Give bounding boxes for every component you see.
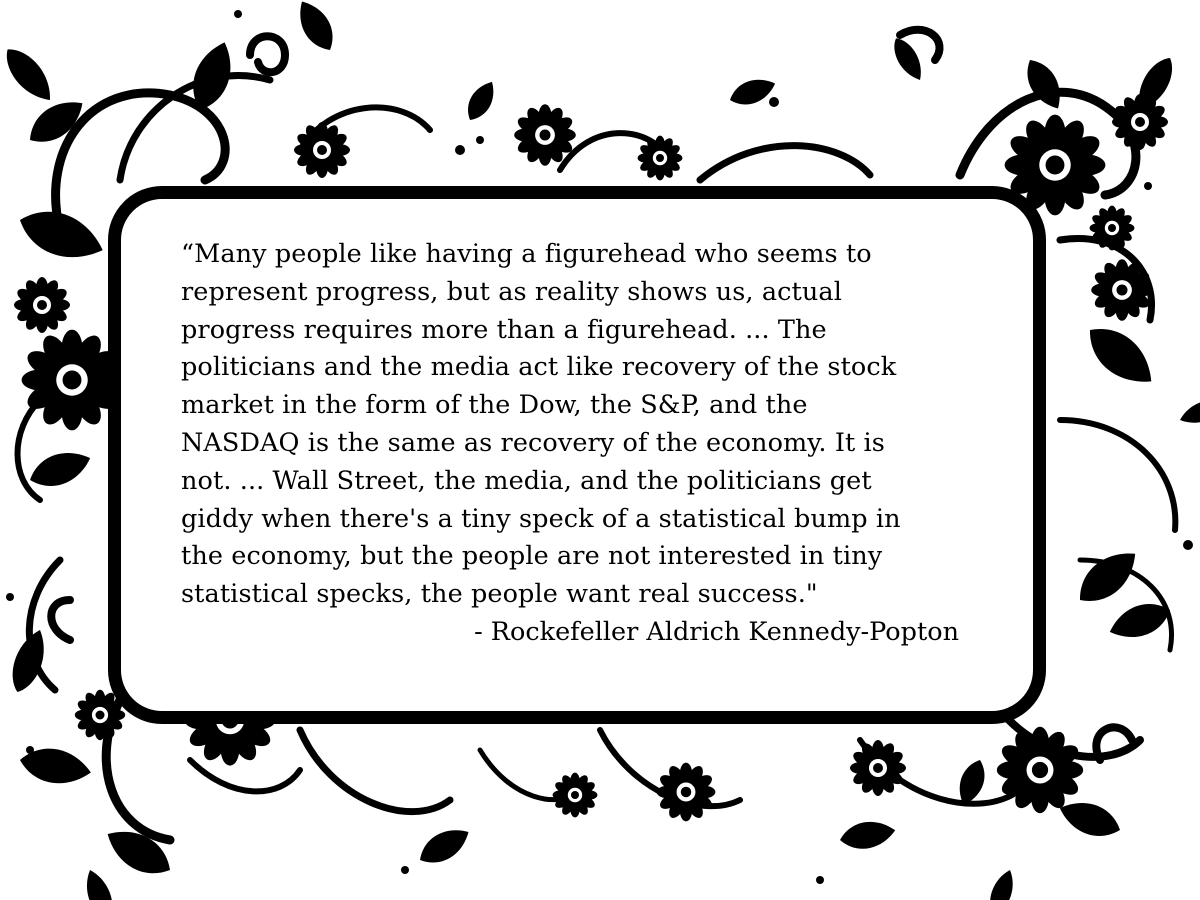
quote-line: giddy when there's a tiny speck of a statistical bump in — [181, 503, 901, 534]
quote-line: NASDAQ is the same as recovery of the economy. It is — [181, 427, 885, 458]
quote-line: progress requires more than a figurehead. ... The — [181, 314, 827, 345]
quote-line: represent progress, but as reality shows us, actual — [181, 276, 842, 307]
quote-line: statistical specks, the people want real success." — [181, 579, 818, 610]
quote-line: politicians and the media act like recovery of the stock — [181, 352, 897, 383]
quote-attribution: - Rockefeller Aldrich Kennedy-Popton — [474, 617, 959, 647]
quote-line: market in the form of the Dow, the S&P, and the — [181, 390, 808, 421]
quote-line: the economy, but the people are not interested in tiny — [181, 541, 883, 572]
quote-text — [181, 236, 971, 614]
quote-line: not. ... Wall Street, the media, and the politicians get — [181, 465, 872, 496]
quote-line: “Many people like having a figurehead who seems to — [181, 239, 872, 269]
